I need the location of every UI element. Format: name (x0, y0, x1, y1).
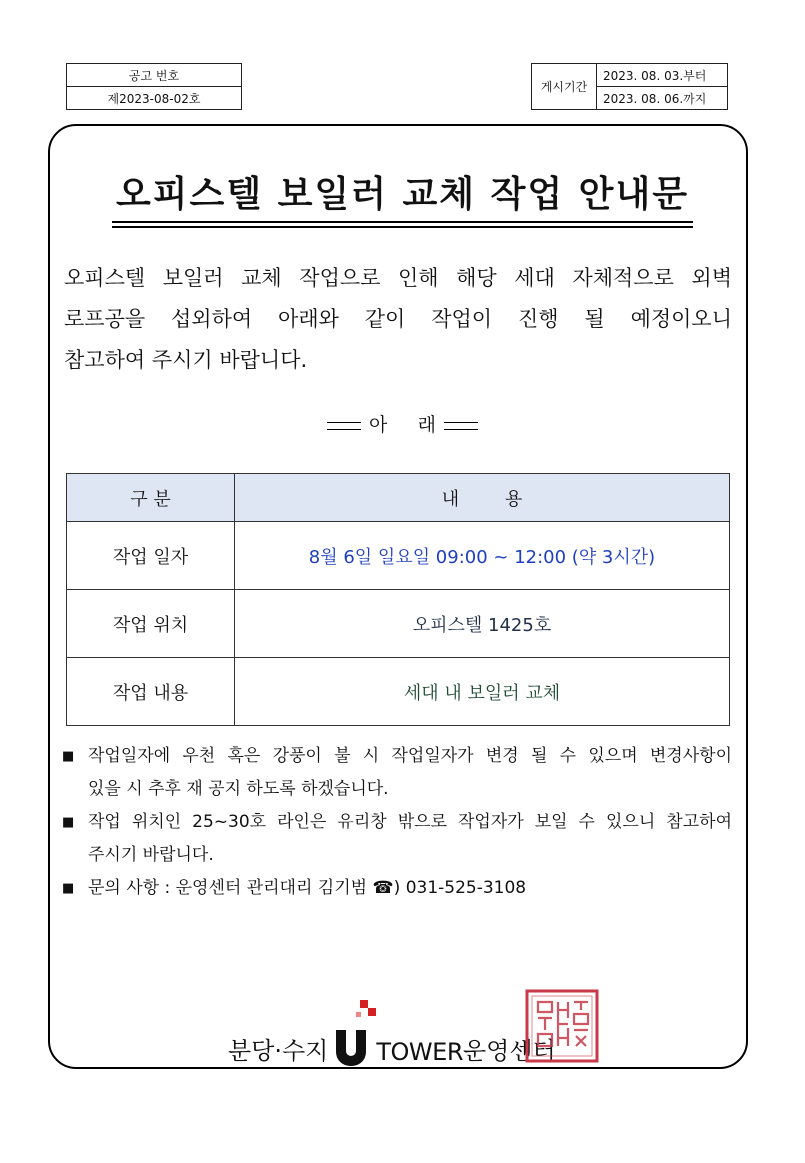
bullet-square-icon: ■ (62, 749, 75, 764)
note-text: 작업일자에 우천 혹은 강풍이 불 시 작업일자가 변경 될 수 있으며 변경사항이 (88, 746, 732, 766)
work-detail-table (66, 473, 730, 726)
posting-period-label: 게시기간 (532, 64, 597, 110)
intro-line: 오피스텔 보일러 교체 작업으로 인해 해당 세대 자체적으로 외벽 (64, 266, 732, 290)
notice-number-value: 제2023-08-02호 (67, 87, 242, 110)
footer-suffix: 운영센터 (463, 1037, 556, 1065)
table-row (67, 590, 730, 658)
note-text-contact: 문의 사항 : 운영센터 관리대리 김기범 ☎) 031-525-3108 (88, 878, 527, 898)
note-text: 주시기 바랍니다. (88, 845, 214, 865)
intro-line: 참고하여 주시기 바랍니다. (64, 348, 308, 372)
intro-paragraph (64, 258, 732, 381)
footer-prefix: 분당·수지 (228, 1037, 329, 1065)
posting-period-end: 2023. 08. 06.까지 (597, 87, 728, 110)
notice-number-box (66, 63, 242, 110)
double-line-right (444, 422, 478, 430)
column-header-content: 내 용 (235, 474, 730, 522)
posting-period-start: 2023. 08. 03.부터 (597, 64, 728, 87)
footer-signature (228, 1022, 556, 1066)
page-title-text: 오피스텔 보일러 교체 작업 안내문 (112, 166, 693, 223)
row-value-date: 8월 6일 일요일 09:00 ~ 12:00 (약 3시간) (235, 522, 730, 590)
notes-list (62, 740, 732, 905)
footer-brand: TOWER (376, 1038, 463, 1066)
row-label-location: 작업 위치 (67, 590, 235, 658)
posting-period-box (531, 63, 728, 110)
u-tower-logo-icon (334, 1022, 370, 1066)
list-item (62, 806, 732, 872)
bullet-square-icon: ■ (62, 881, 75, 896)
official-seal-icon (524, 988, 600, 1064)
column-header-category: 구 분 (67, 474, 235, 522)
intro-line: 로프공을 섭외하여 아래와 같이 작업이 진행 될 예정이오니 (64, 307, 732, 331)
notice-number-label: 공고 번호 (67, 64, 242, 87)
table-header-row (67, 474, 730, 522)
page-title (0, 166, 805, 223)
note-text: 작업 위치인 25~30호 라인은 유리창 밖으로 작업자가 보일 수 있으니 참고하여 (88, 812, 732, 832)
table-row (67, 658, 730, 726)
row-value-content: 세대 내 보일러 교체 (235, 658, 730, 726)
row-label-content: 작업 내용 (67, 658, 235, 726)
section-divider-label: 아 래 (369, 414, 436, 436)
table-row (67, 522, 730, 590)
section-divider (0, 410, 805, 437)
row-value-location: 오피스텔 1425호 (235, 590, 730, 658)
list-item (62, 740, 732, 806)
bullet-square-icon: ■ (62, 815, 75, 830)
row-label-date: 작업 일자 (67, 522, 235, 590)
list-item (62, 872, 732, 905)
double-line-left (327, 422, 361, 430)
note-text: 있을 시 추후 재 공지 하도록 하겠습니다. (88, 779, 389, 799)
